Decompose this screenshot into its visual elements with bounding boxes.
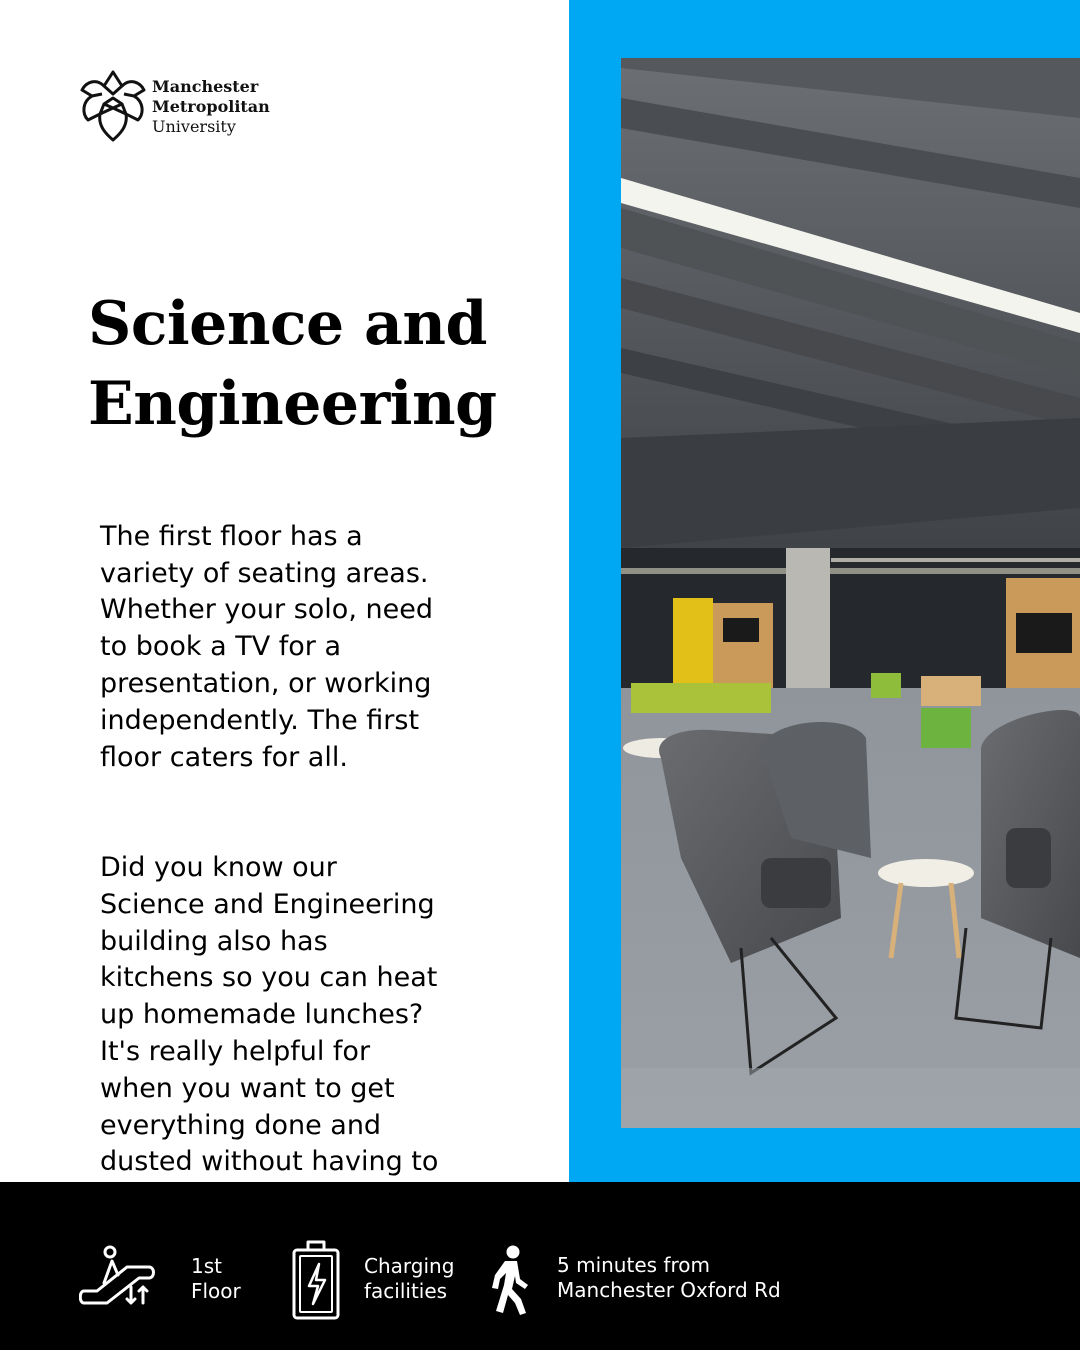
brand-line-3: University [152,117,236,136]
feature-distance-line-2: Manchester Oxford Rd [557,1278,781,1302]
feature-floor [191,1254,241,1304]
seating-area-photo [621,58,1080,1128]
feature-charging-line-1: Charging [364,1254,455,1278]
page-title [88,284,528,444]
university-logo [78,68,308,148]
title-line-1: Science and [88,289,488,359]
feature-floor-line-1: 1st [191,1254,222,1278]
body-copy [100,482,510,1255]
features-footer [0,1182,1080,1350]
walking-person-icon [488,1245,530,1319]
feature-distance [557,1253,781,1303]
feature-floor-line-2: Floor [191,1279,241,1303]
seating-area-illustration [621,58,1080,1128]
feature-distance-line-1: 5 minutes from [557,1253,710,1277]
title-line-2: Engineering [88,369,497,439]
feature-charging-line-2: facilities [364,1279,448,1303]
feature-charging [364,1254,454,1304]
brand-line-1: Manchester [152,77,259,96]
body-paragraph-2: Did you know our Science and Engineering building also has kitchens so you can heat up homemade lunches? It's really helpful for when you want to get everything done and dusted without having to [100,851,439,1178]
brand-line-2: Metropolitan [152,97,270,116]
escalator-icon [79,1245,157,1311]
university-logo-icon [78,68,148,144]
body-paragraph-1: The first floor has a variety of seating areas. Whether your solo, need to book a TV for a presentation, or working independently. The first floor caters for all. [100,520,433,773]
battery-charging-icon [292,1240,340,1324]
